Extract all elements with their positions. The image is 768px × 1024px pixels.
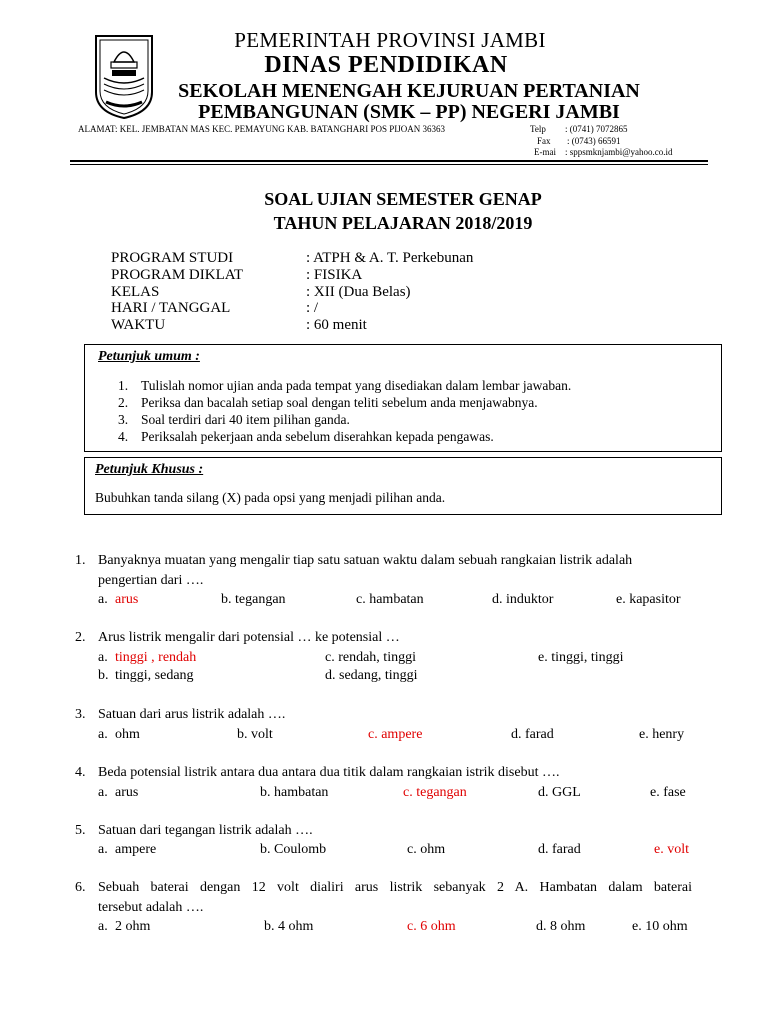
info-label: PROGRAM STUDI — [111, 250, 234, 266]
option-a-prefix: a. — [98, 842, 108, 857]
option-a-prefix: a. — [98, 650, 108, 665]
instruction-number: 3. — [118, 412, 129, 427]
info-value: : ATPH & A. T. Perkebunan — [306, 250, 474, 266]
option-a-prefix: a. — [98, 919, 108, 934]
option-a: arus — [115, 785, 139, 800]
option-e: e. 10 ohm — [632, 919, 688, 934]
option-e: e. henry — [639, 727, 685, 742]
exam-title: SOAL UJIAN SEMESTER GENAP — [264, 189, 542, 209]
email-label: E-mai — [534, 147, 556, 157]
fax-label: Fax — [537, 136, 551, 146]
option-b: b. Coulomb — [260, 842, 327, 857]
info-label: HARI / TANGGAL — [111, 300, 231, 316]
option-a: ohm — [115, 727, 140, 742]
option-c: c. rendah, tinggi — [325, 650, 416, 665]
question-number: 2. — [75, 630, 86, 645]
question-number: 5. — [75, 823, 86, 838]
option-a-answer: tinggi , rendah — [115, 650, 197, 665]
option-e: e. fase — [650, 785, 686, 800]
letterhead-school-line1: SEKOLAH MENENGAH KEJURUAN PERTANIAN — [178, 80, 640, 102]
question-text: Arus listrik mengalir dari potensial … ke potensial … — [98, 630, 400, 645]
question-text-cont: tersebut adalah …. — [98, 900, 204, 915]
option-b: b. tegangan — [221, 592, 286, 607]
option-c: c. ohm — [407, 842, 446, 857]
question-number: 6. — [75, 880, 86, 895]
letterhead-government: PEMERINTAH PROVINSI JAMBI — [234, 28, 546, 52]
instruction-number: 4. — [118, 429, 129, 444]
option-c-answer: c. ampere — [368, 727, 423, 742]
option-e: e. tinggi, tinggi — [538, 650, 624, 665]
question-text: Satuan dari tegangan listrik adalah …. — [98, 823, 313, 838]
info-value: : FISIKA — [306, 267, 363, 283]
fax-value: : (0743) 66591 — [567, 136, 621, 146]
option-a-answer: arus — [115, 592, 139, 607]
instruction-number: 1. — [118, 378, 129, 393]
question-text-cont: pengertian dari …. — [98, 573, 204, 588]
special-instructions-heading: Petunjuk Khusus : — [95, 462, 204, 477]
option-a-prefix: a. — [98, 785, 108, 800]
option-e-answer: e. volt — [654, 842, 689, 857]
special-instructions-text: Bubuhkan tanda silang (X) pada opsi yang menjadi pilihan anda. — [95, 490, 446, 505]
question-text: Banyaknya muatan yang mengalir tiap satu satuan waktu dalam sebuah rangkaian listrik adalah — [98, 553, 633, 568]
option-d: d. induktor — [492, 592, 554, 607]
question-number: 1. — [75, 553, 86, 568]
info-label: KELAS — [111, 284, 160, 300]
question-number: 3. — [75, 707, 86, 722]
question-text: Satuan dari arus listrik adalah …. — [98, 707, 286, 722]
option-a-prefix: a. — [98, 592, 108, 607]
option-d: d. GGL — [538, 785, 581, 800]
option-e: e. kapasitor — [616, 592, 681, 607]
instruction-item: Periksa dan bacalah setiap soal dengan teliti sebelum anda menjawabnya. — [141, 395, 538, 410]
option-d: d. sedang, tinggi — [325, 668, 418, 683]
letterhead-rule-thin — [70, 164, 708, 165]
option-d: d. 8 ohm — [536, 919, 586, 934]
option-a-prefix: a. — [98, 727, 108, 742]
instruction-item: Tulislah nomor ujian anda pada tempat yang disediakan dalam lembar jawaban. — [141, 378, 572, 393]
question-text: Sebuah baterai dengan 12 volt dialiri arus listrik sebanyak 2 A. Hambatan dalam baterai — [98, 880, 692, 895]
info-value: : 60 menit — [306, 317, 367, 333]
question-text: Beda potensial listrik antara dua antara dua titik dalam rangkaian istrik disebut …. — [98, 765, 560, 780]
option-b: b. volt — [237, 727, 273, 742]
option-a: 2 ohm — [115, 919, 151, 934]
letterhead-school-line2: PEMBANGUNAN (SMK – PP) NEGERI JAMBI — [198, 101, 620, 123]
option-c-answer: c. tegangan — [403, 785, 467, 800]
info-label: WAKTU — [111, 317, 166, 333]
option-b: tinggi, sedang — [115, 668, 194, 683]
letterhead-address: ALAMAT: KEL. JEMBATAN MAS KEC. PEMAYUNG KAB. BATANGHARI POS PIJOAN 36363 — [78, 124, 446, 134]
option-c-answer: c. 6 ohm — [407, 919, 456, 934]
email-value: : sppsmknjambi@yahoo.co.id — [565, 147, 673, 157]
option-c: c. hambatan — [356, 592, 424, 607]
letterhead-department: DINAS PENDIDIKAN — [264, 52, 508, 78]
info-value: : XII (Dua Belas) — [306, 284, 411, 300]
instruction-item: Periksalah pekerjaan anda sebelum diserahkan kepada pengawas. — [141, 429, 494, 444]
info-label: PROGRAM DIKLAT — [111, 267, 244, 283]
instruction-item: Soal terdiri dari 40 item pilihan ganda. — [141, 412, 350, 427]
telp-value: : (0741) 7072865 — [565, 124, 628, 134]
letterhead-rule-thick — [70, 160, 708, 162]
option-b: b. 4 ohm — [264, 919, 314, 934]
option-a: ampere — [115, 842, 157, 857]
question-number: 4. — [75, 765, 86, 780]
option-b: b. hambatan — [260, 785, 329, 800]
telp-label: Telp — [530, 124, 546, 134]
info-value: : / — [306, 300, 319, 316]
exam-year: TAHUN PELAJARAN 2018/2019 — [273, 213, 533, 233]
general-instructions-heading: Petunjuk umum : — [98, 349, 200, 364]
option-d: d. farad — [538, 842, 581, 857]
option-d: d. farad — [511, 727, 554, 742]
instruction-number: 2. — [118, 395, 129, 410]
option-b-prefix: b. — [98, 668, 109, 683]
